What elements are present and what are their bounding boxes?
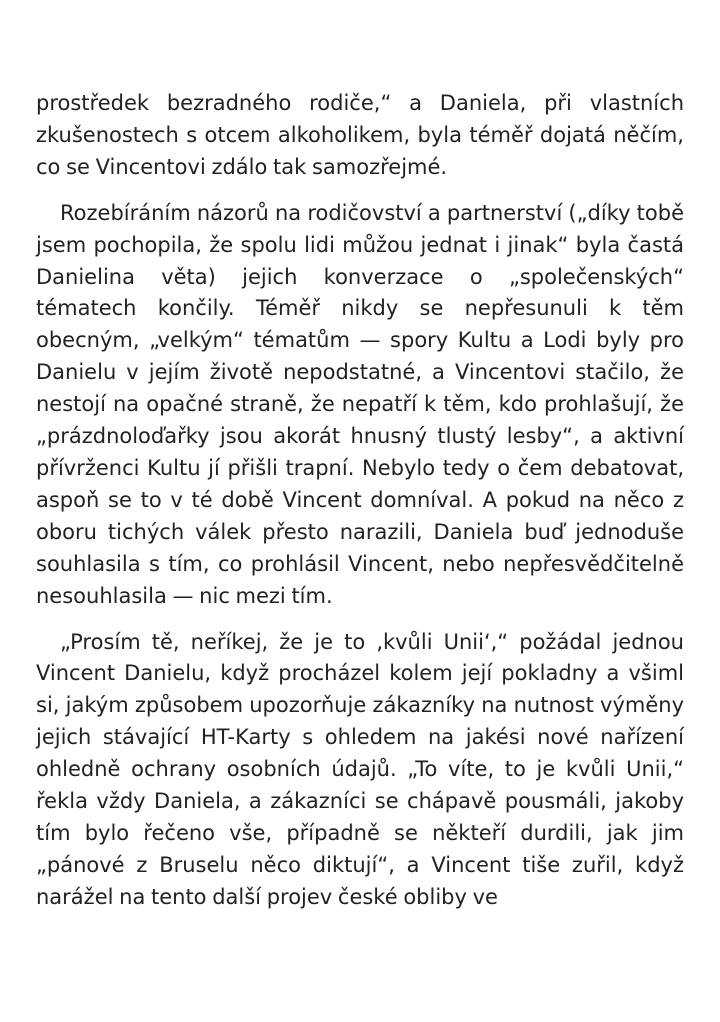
- paragraph-1: prostředek bezradného rodiče,“ a Daniela, při vlastních zkušenostech s otcem alkoholikem, byla téměř dojatá něčím, co se Vincentovi zdálo tak samozřejmé.: [36, 91, 684, 179]
- book-page: [36, 88, 684, 928]
- paragraph-3: „Prosím tě, neříkej, že je to ‚kvůli Unii‘,“ požádal jednou Vincent Danielu, když procházel kolem její pokladny a všiml si, jakým způsobem upozorňuje zákazníky na nutnost výměny jejich stávající HT-Karty s ohledem na jakési nové nařízení ohledně ochrany osobních údajů. „To víte, to je kvůli Unii,“ řekla vždy Daniela, a zákazníci se chápavě pousmáli, jakoby tím bylo řečeno vše, případně se někteří durdili, jak jim „pánové z Bruselu něco diktují“, a Vincent tiše zuřil, když narážel na tento další projev české obliby ve: [36, 629, 684, 909]
- paragraph-2: Rozebíráním názorů na rodičovství a partnerství („díky tobě jsem pochopila, že spolu lidi můžou jednat i jinak“ byla častá Danielina věta) jejich konverzace o „společenských“ tématech končily. Téměř nikdy se nepřesunuli k těm obecným, „velkým“ tématům — spory Kultu a Lodi byly pro Danielu v jejím životě nepodstatné, a Vincentovi stačilo, že nestojí na opačné straně, že nepatří k těm, kdo prohlašují, že „prázdnoloďařky jsou akorát hnusný tlustý lesby“, a aktivní přívrženci Kultu jí přišli trapní. Nebylo tedy o čem debatovat, aspoň se to v té době Vincent domníval. A pokud na něco z oboru tichých válek přesto narazili, Daniela buď jednoduše souhlasila s tím, co prohlásil Vincent, nebo nepřesvědčitelně nesouhlasila — nic mezi tím.: [36, 200, 684, 608]
